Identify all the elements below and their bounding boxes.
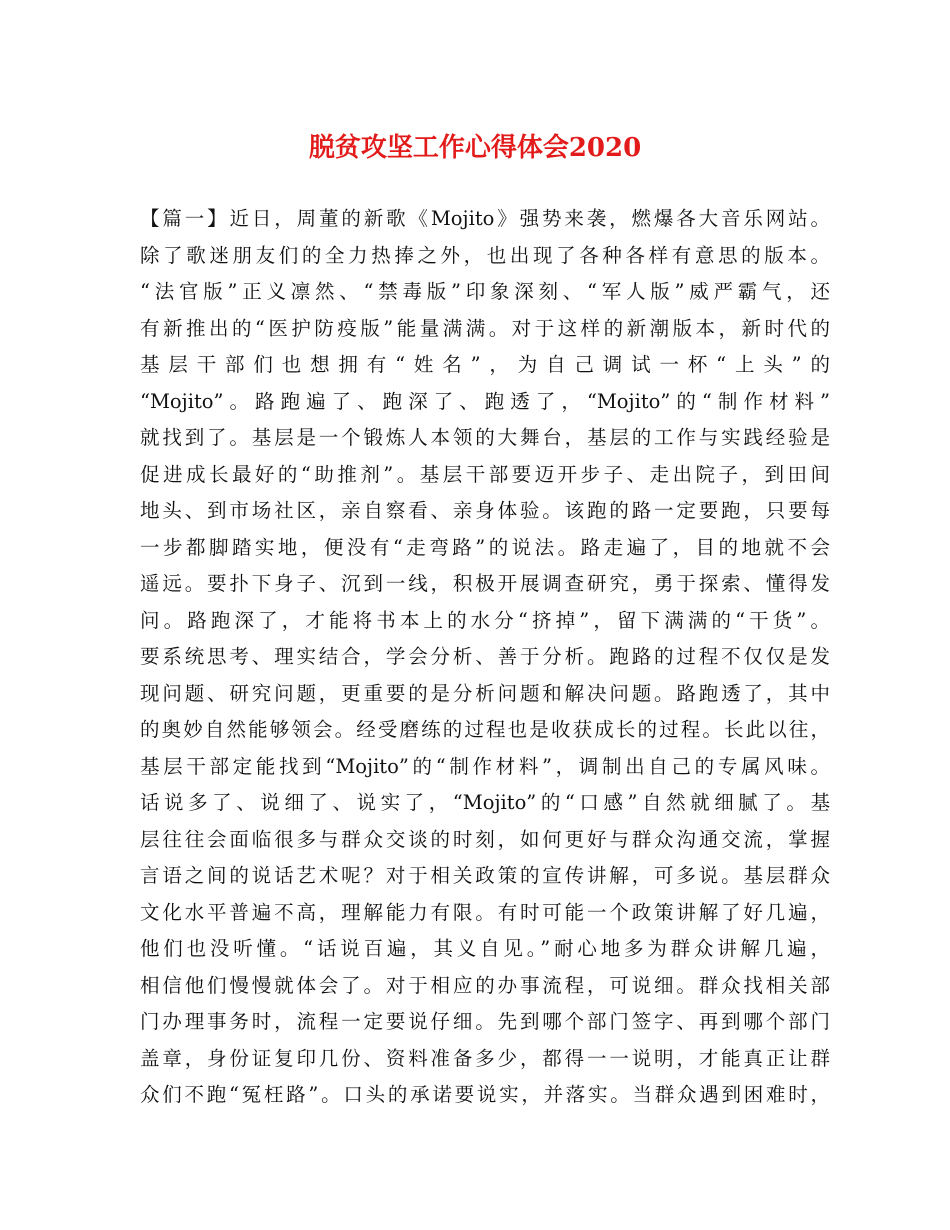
document-title: 脱贫攻坚工作心得体会2020	[308, 133, 642, 163]
body-line: 有新推出的“医护防疫版”能量满满。对于这样的新潮版本，新时代的	[140, 316, 830, 340]
body-line: 门办理事务时，流程一定要说仔细。先到哪个部门签字、再到哪个部门	[140, 1010, 830, 1033]
body-line: 他们也没听懂。“话说百遍，其义自见。”耐心地多为群众讲解几遍，	[140, 937, 830, 960]
body-line: 一步都脚踏实地，便没有“走弯路”的说法。路走遍了，目的地就不会	[140, 535, 830, 559]
body-line: 【篇一】近日，周董的新歌《Mojito》强势来袭，燃爆各大音乐网站。	[140, 207, 830, 230]
body-line: 要系统思考、理实结合，学会分析、善于分析。跑路的过程不仅仅是发	[140, 645, 830, 668]
body-line: 遥远。要扑下身子、沉到一线，积极开展调查研究，勇于探索、懂得发	[140, 572, 830, 595]
document-body	[140, 201, 830, 1114]
body-line: 地头、到市场社区，亲自察看、亲身体验。该跑的路一定要跑，只要每	[140, 499, 830, 522]
body-line: 问。路跑深了，才能将书本上的水分“挤掉”，留下满满的“干货”。	[140, 608, 830, 632]
body-line: 话说多了、说细了、说实了，“Mojito”的“口感”自然就细腻了。基	[140, 791, 830, 814]
body-line: 就找到了。基层是一个锻炼人本领的大舞台，基层的工作与实践经验是	[140, 426, 830, 449]
body-line: “法官版”正义凛然、“禁毒版”印象深刻、“军人版”威严霸气，还	[140, 280, 830, 303]
body-line: 除了歌迷朋友们的全力热捧之外，也出现了各种各样有意思的版本。	[140, 243, 830, 267]
body-line: 众们不跑“冤枉路”。口头的承诺要说实，并落实。当群众遇到困难时，	[140, 1083, 830, 1106]
body-line: 基层干部们也想拥有“姓名”，为自己调试一杯“上头”的	[140, 353, 830, 376]
body-line: 现问题、研究问题，更重要的是分析问题和解决问题。路跑透了，其中	[140, 681, 830, 705]
body-line: 盖章，身份证复印几份、资料准备多少，都得一一说明，才能真正让群	[140, 1046, 830, 1070]
body-line: 文化水平普遍不高，理解能力有限。有时可能一个政策讲解了好几遍，	[140, 900, 830, 924]
body-line: 促进成长最好的“助推剂”。基层干部要迈开步子、走出院子，到田间	[140, 462, 830, 486]
body-line: 的奥妙自然能够领会。经受磨练的过程也是收获成长的过程。长此以往，	[140, 718, 830, 741]
body-line: 基层干部定能找到“Mojito”的“制作材料”，调制出自己的专属风味。	[140, 754, 830, 778]
body-line: 层往往会面临很多与群众交谈的时刻，如何更好与群众沟通交流，掌握	[140, 827, 830, 851]
body-line: “Mojito”。路跑遍了、跑深了、跑透了，“Mojito”的“制作材料”	[140, 389, 830, 413]
body-line: 言语之间的说话艺术呢？对于相关政策的宣传讲解，可多说。基层群众	[140, 864, 830, 887]
body-line: 相信他们慢慢就体会了。对于相应的办事流程，可说细。群众找相关部	[140, 973, 830, 997]
